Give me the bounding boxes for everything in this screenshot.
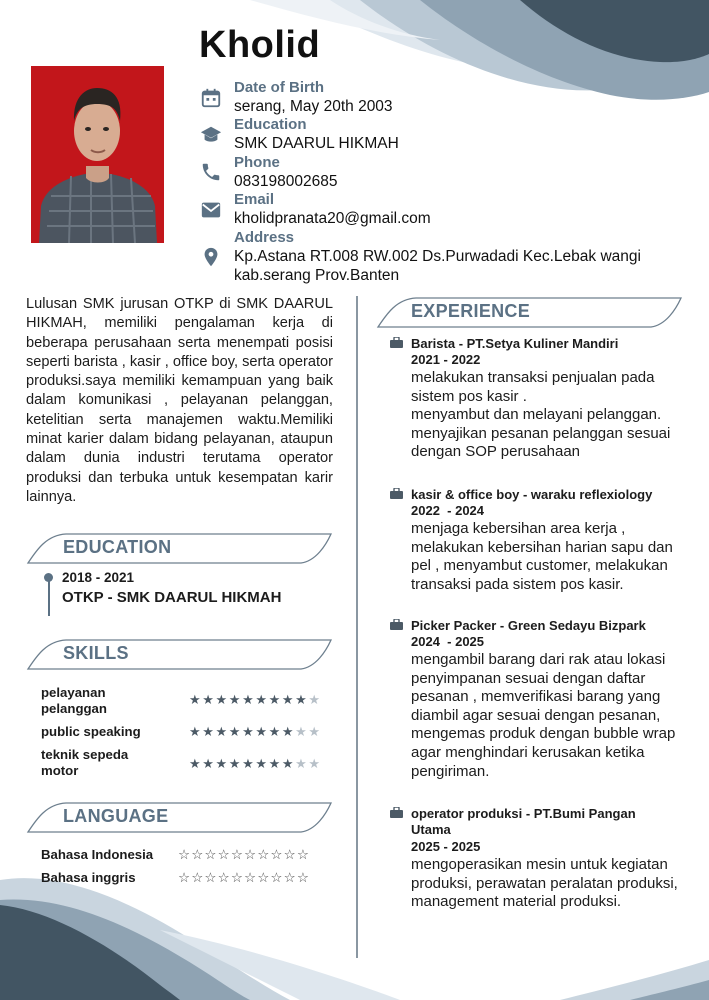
person-photo-illustration xyxy=(31,66,164,243)
skill-rating xyxy=(189,756,322,772)
star-empty-icon: ★ xyxy=(308,724,322,739)
language-stars xyxy=(178,847,310,863)
address-line-2: kab.serang Prov.Banten xyxy=(234,267,400,284)
job-title: Barista - PT.Setya Kuliner Mandiri xyxy=(411,336,619,351)
language-title: LANGUAGE xyxy=(63,806,169,826)
phone-label: Phone xyxy=(234,154,280,171)
education-label: Education xyxy=(234,116,307,133)
address-line-1: Kp.Astana RT.008 RW.002 Ds.Purwadadi Kec.Lebak wangi xyxy=(234,248,641,265)
skills-section-header xyxy=(26,637,336,671)
job-description: mengoperasikan mesin untuk kegiatan produksi, perawatan peralatan produksi, management material produksi. xyxy=(411,856,678,911)
language-name: Bahasa inggris xyxy=(41,870,136,885)
education-years: 2018 - 2021 xyxy=(62,570,135,585)
education-value: SMK DAARUL HIKMAH xyxy=(234,135,399,152)
star-outline-icon: ☆ xyxy=(217,870,231,885)
star-filled-icon: ★ xyxy=(242,692,256,707)
star-outline-icon: ☆ xyxy=(204,870,218,885)
star-filled-icon: ★ xyxy=(228,692,243,707)
email-value: kholidpranata20@gmail.com xyxy=(234,210,431,227)
job-years: 2022 - 2024 xyxy=(411,503,485,518)
briefcase-icon xyxy=(390,337,403,348)
location-pin-icon xyxy=(200,246,222,268)
phone-value: 083198002685 xyxy=(234,173,338,190)
star-filled-icon: ★ xyxy=(215,724,229,739)
briefcase-icon xyxy=(390,488,403,499)
star-empty-icon: ★ xyxy=(308,692,322,707)
experience-title: EXPERIENCE xyxy=(411,301,531,321)
star-filled-icon: ★ xyxy=(255,692,269,707)
star-filled-icon: ★ xyxy=(202,724,216,739)
star-filled-icon: ★ xyxy=(268,724,282,739)
briefcase-icon xyxy=(390,807,403,818)
star-outline-icon: ☆ xyxy=(257,870,271,885)
star-empty-icon: ★ xyxy=(308,756,322,771)
star-outline-icon: ☆ xyxy=(283,847,297,862)
star-outline-icon: ☆ xyxy=(230,870,245,885)
star-filled-icon: ★ xyxy=(202,756,216,771)
star-outline-icon: ☆ xyxy=(270,870,284,885)
skills-title: SKILLS xyxy=(63,643,129,663)
star-filled-icon: ★ xyxy=(228,724,243,739)
star-filled-icon: ★ xyxy=(268,692,282,707)
person-name: Kholid xyxy=(199,24,321,66)
language-section-header xyxy=(26,800,336,834)
language-row xyxy=(41,870,336,890)
star-filled-icon: ★ xyxy=(281,724,296,739)
star-filled-icon: ★ xyxy=(189,692,203,707)
star-filled-icon: ★ xyxy=(281,692,296,707)
star-outline-icon: ☆ xyxy=(191,847,205,862)
column-divider xyxy=(356,296,358,958)
star-filled-icon: ★ xyxy=(281,756,296,771)
job-years: 2024 - 2025 xyxy=(411,634,485,649)
star-empty-icon: ★ xyxy=(295,724,309,739)
dob-value: serang, May 20th 2003 xyxy=(234,98,393,115)
briefcase-icon xyxy=(390,619,403,630)
address-label: Address xyxy=(234,229,295,246)
star-outline-icon: ☆ xyxy=(244,870,258,885)
skill-name: pelayanan pelanggan xyxy=(41,685,107,716)
contact-info xyxy=(200,78,670,288)
star-outline-icon: ☆ xyxy=(296,870,311,885)
star-outline-icon: ☆ xyxy=(296,847,311,862)
phone-icon xyxy=(200,161,222,183)
experience-entry xyxy=(390,618,690,802)
job-title: kasir & office boy - waraku reflexiology xyxy=(411,487,653,502)
skill-row xyxy=(41,685,336,719)
skill-rating xyxy=(189,692,322,708)
star-outline-icon: ☆ xyxy=(178,847,192,862)
star-filled-icon: ★ xyxy=(202,692,216,707)
star-outline-icon: ☆ xyxy=(283,870,297,885)
email-icon xyxy=(200,199,222,221)
star-outline-icon: ☆ xyxy=(204,847,218,862)
star-filled-icon: ★ xyxy=(255,756,269,771)
job-title: Picker Packer - Green Sedayu Bizpark xyxy=(411,618,646,633)
star-outline-icon: ☆ xyxy=(270,847,284,862)
job-description: menjaga kebersihan area kerja , melakukan kebersihan harian sapu dan pel , menyambut customer, melakukan transaksi pada sistem pos kasir. xyxy=(411,520,673,593)
job-description: mengambil barang dari rak atau lokasi penyimpanan sesuai dengan daftar pesanan , memverifikasi barang yang diambil agar sesuai dengan pesanan, mengemas produk dengan bubble wrap agar menghindari kerusakan ketika pengiriman. xyxy=(411,651,676,780)
job-description: melakukan transaksi penjualan pada sistem pos kasir . menyambut dan melayani pelanggan. menyajikan pesanan pelanggan sesuai dengan SOP perusahaan xyxy=(411,369,671,461)
star-filled-icon: ★ xyxy=(295,692,309,707)
star-filled-icon: ★ xyxy=(242,756,256,771)
language-row xyxy=(41,847,336,867)
star-filled-icon: ★ xyxy=(189,724,203,739)
star-filled-icon: ★ xyxy=(255,724,269,739)
skill-name: teknik sepeda motor xyxy=(41,747,129,778)
experience-section-header xyxy=(376,295,686,329)
star-outline-icon: ☆ xyxy=(244,847,258,862)
education-title: EDUCATION xyxy=(63,537,172,557)
timeline-line xyxy=(48,580,50,616)
job-title: operator produksi - PT.Bumi Pangan Utama xyxy=(411,806,636,837)
experience-entry xyxy=(390,336,690,484)
star-outline-icon: ☆ xyxy=(230,847,245,862)
dob-label: Date of Birth xyxy=(234,79,324,96)
star-outline-icon: ☆ xyxy=(217,847,231,862)
education-school: OTKP - SMK DAARUL HIKMAH xyxy=(62,589,282,606)
star-outline-icon: ☆ xyxy=(257,847,271,862)
star-filled-icon: ★ xyxy=(242,724,256,739)
star-filled-icon: ★ xyxy=(189,756,203,771)
skill-row xyxy=(41,724,336,744)
education-section-header xyxy=(26,531,336,565)
star-filled-icon: ★ xyxy=(215,756,229,771)
job-years: 2025 - 2025 xyxy=(411,839,481,854)
skill-rating xyxy=(189,724,322,740)
experience-entry xyxy=(390,806,690,936)
email-label: Email xyxy=(234,191,275,208)
star-outline-icon: ☆ xyxy=(178,870,192,885)
job-years: 2021 - 2022 xyxy=(411,352,481,367)
language-name: Bahasa Indonesia xyxy=(41,847,154,862)
star-empty-icon: ★ xyxy=(295,756,309,771)
experience-entry xyxy=(390,487,690,615)
profile-photo xyxy=(31,66,164,243)
calendar-icon xyxy=(200,87,222,109)
star-outline-icon: ☆ xyxy=(191,870,205,885)
language-stars xyxy=(178,870,310,886)
skill-row xyxy=(41,747,336,781)
graduation-cap-icon xyxy=(200,124,222,146)
star-filled-icon: ★ xyxy=(268,756,282,771)
star-filled-icon: ★ xyxy=(215,692,229,707)
profile-summary: Lulusan SMK jurusan OTKP di SMK DAARUL HIKMAH, memiliki pengalaman kerja di beberapa perusahaan serta menempati posisi seperti barista , kasir , office boy, serta operator produksi.saya memiliki kemampuan yang baik dalam komunikasi , pelayanan pelanggan, ketelitian serta manajemen waktu.Memiliki minat karier dalam bidang pelayanan, ataupun dalam dunia industri terutama operator produksi dan terbuka untuk kesempatan karir lainnya. xyxy=(26,296,333,505)
star-filled-icon: ★ xyxy=(228,756,243,771)
skill-name: public speaking xyxy=(41,724,141,739)
